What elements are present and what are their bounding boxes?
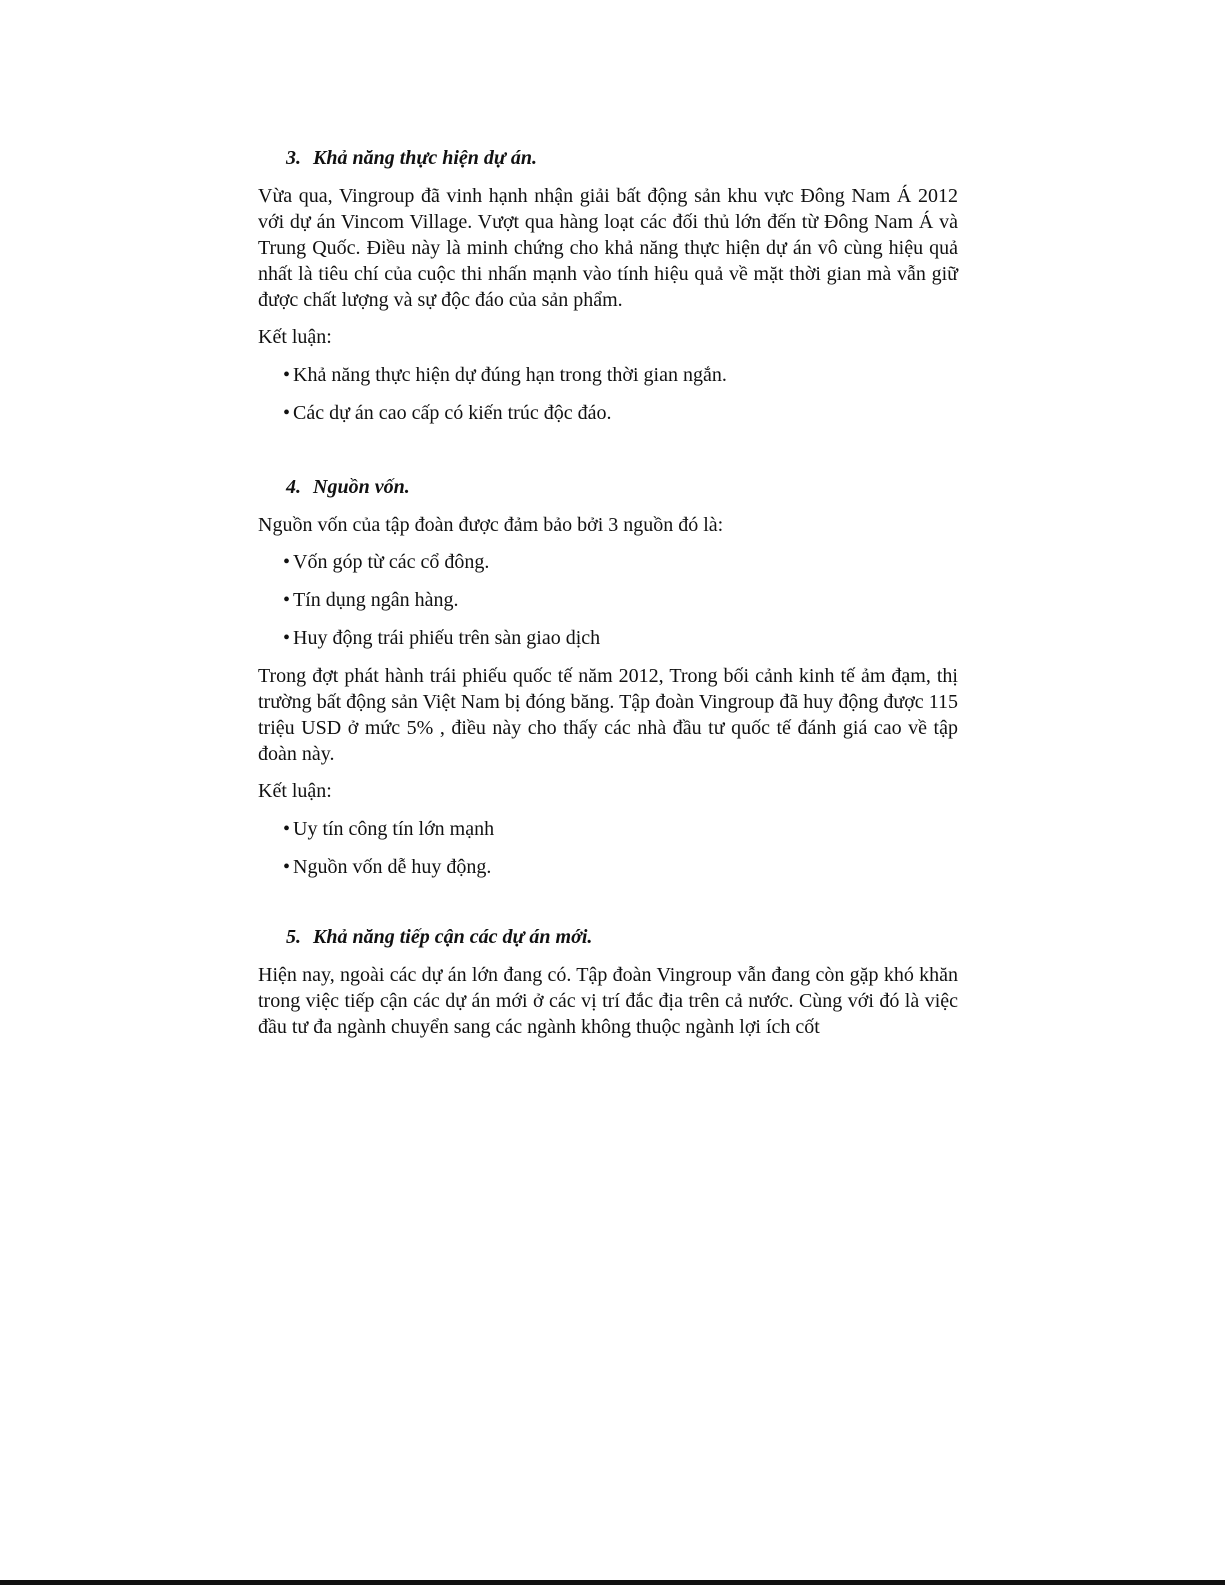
section-4-bullet xyxy=(258,816,958,842)
section-4-source xyxy=(258,549,958,575)
section-4-paragraph: Trong đợt phát hành trái phiếu quốc tế năm 2012, Trong bối cảnh kinh tế ảm đạm, thị trường bất động sản Việt Nam bị đóng băng. Tập đoàn Vingroup đã huy động được 115 triệu USD ở mức 5% , điều này cho thấy các nhà đầu tư quốc tế đánh giá cao về tập đoàn này. xyxy=(258,665,958,765)
bullet-text: Khả năng thực hiện dự đúng hạn trong thời gian ngắn. xyxy=(293,364,727,386)
section-4-intro: Nguồn vốn của tập đoàn được đảm bảo bởi 3 nguồn đó là: xyxy=(258,514,724,536)
section-4-heading xyxy=(258,474,958,500)
bullet-symbol: • xyxy=(283,589,291,611)
section-5-heading xyxy=(258,924,958,950)
document-page xyxy=(258,145,958,1051)
section-3-paragraph: Vừa qua, Vingroup đã vinh hạnh nhận giải bất động sản khu vực Đông Nam Á 2012 với dự án Vincom Village. Vượt qua hàng loạt các đối thủ lớn đến từ Đông Nam Á và Trung Quốc. Điều này là minh chứng cho khả năng thực hiện dự án vô cùng hiệu quả nhất là tiêu chí của cuộc thi nhấn mạnh vào tính hiệu quả về mặt thời gian mà vẫn giữ được chất lượng và sự độc đáo của sản phẩm. xyxy=(258,185,958,311)
section-4-conclusion-label: Kết luận: xyxy=(258,780,332,802)
bullet-text: Các dự án cao cấp có kiến trúc độc đáo. xyxy=(293,402,612,424)
bullet-symbol: • xyxy=(283,364,291,386)
page-bottom-border xyxy=(0,1580,1225,1585)
bullet-text: Vốn góp từ các cổ đông. xyxy=(293,551,490,573)
section-3-bullet xyxy=(258,400,958,426)
section-4-title: Nguồn vốn. xyxy=(313,476,410,498)
section-3-bullet xyxy=(258,362,958,388)
section-3-number: 3. xyxy=(286,147,301,169)
bullet-text: Uy tín công tín lớn mạnh xyxy=(293,818,495,840)
section-4-bullet xyxy=(258,854,958,880)
section-3-conclusion-label: Kết luận: xyxy=(258,326,332,348)
bullet-text: Nguồn vốn dễ huy động. xyxy=(293,856,492,878)
bullet-symbol: • xyxy=(283,818,291,840)
section-3-title: Khả năng thực hiện dự án. xyxy=(313,147,538,169)
section-4-source xyxy=(258,587,958,613)
section-3-heading xyxy=(258,145,958,171)
bullet-text: Huy động trái phiếu trên sàn giao dịch xyxy=(293,627,601,649)
section-5-number: 5. xyxy=(286,926,301,948)
section-5-paragraph: Hiện nay, ngoài các dự án lớn đang có. Tập đoàn Vingroup vẫn đang còn gặp khó khăn trong việc tiếp cận các dự án mới ở các vị trí đắc địa trên cả nước. Cùng với đó là việc đầu tư đa ngành chuyển sang các ngành không thuộc ngành lợi ích cốt xyxy=(258,964,958,1038)
bullet-symbol: • xyxy=(283,402,291,424)
section-4-number: 4. xyxy=(286,476,301,498)
bullet-symbol: • xyxy=(283,551,291,573)
bullet-text: Tín dụng ngân hàng. xyxy=(293,589,459,611)
section-4-source xyxy=(258,625,958,651)
section-5-title: Khả năng tiếp cận các dự án mới. xyxy=(313,926,593,948)
bullet-symbol: • xyxy=(283,856,291,878)
section-spacer xyxy=(258,892,958,924)
section-spacer xyxy=(258,438,958,474)
bullet-symbol: • xyxy=(283,627,291,649)
